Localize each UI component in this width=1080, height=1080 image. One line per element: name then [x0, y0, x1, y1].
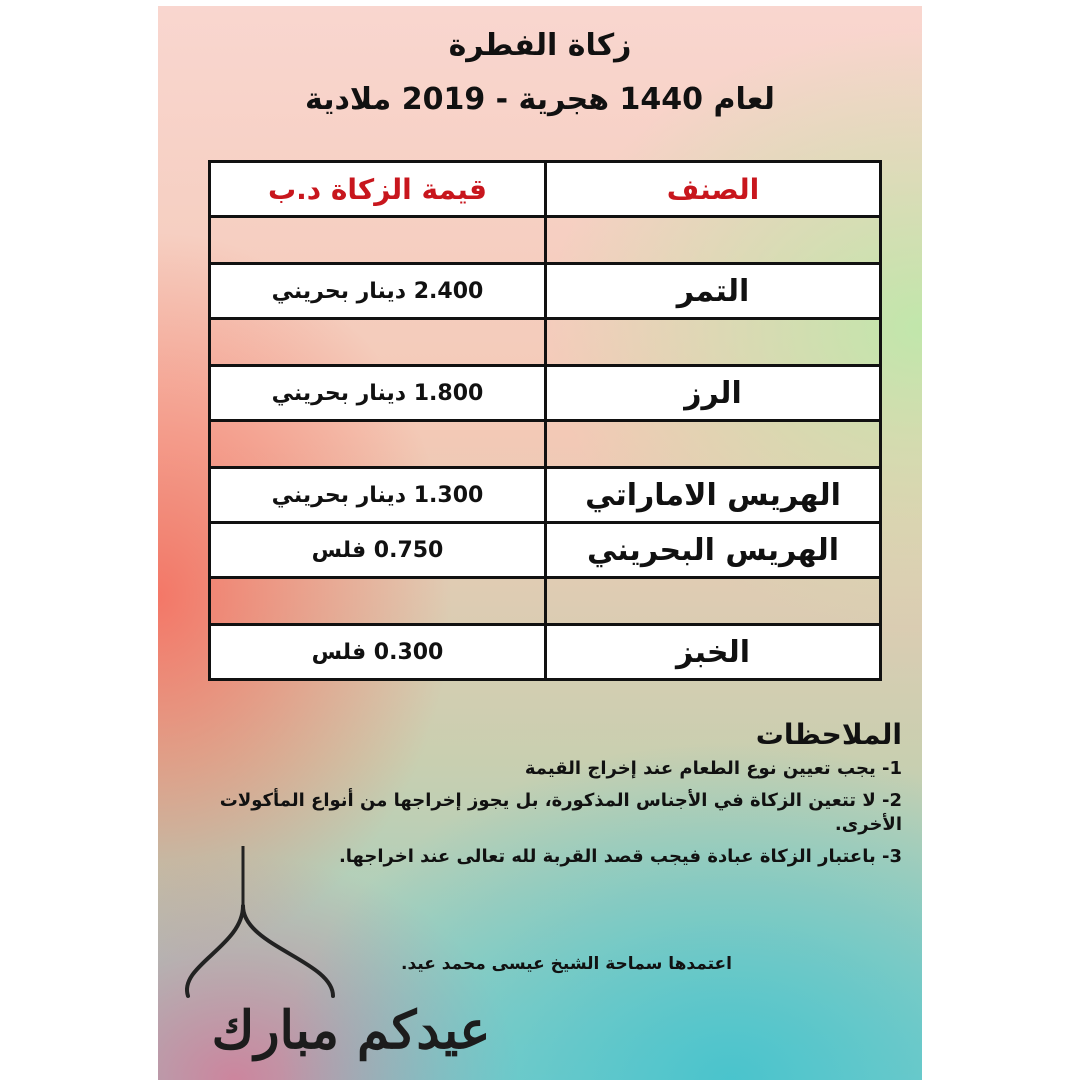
signature: اعتمدها سماحة الشيخ عيسى محمد عيد. [401, 954, 732, 974]
row-value: 2.400 دينار بحريني [210, 264, 546, 319]
page-title: زكاة الفطرة [448, 28, 632, 63]
zakat-table [208, 160, 882, 681]
table-row [210, 523, 881, 578]
header-category: الصنف [546, 162, 881, 217]
row-category: الهريس البحريني [546, 523, 881, 578]
table-spacer [210, 578, 881, 625]
table-spacer [210, 217, 881, 264]
table-spacer [210, 421, 881, 468]
table-spacer [210, 319, 881, 366]
table-row [210, 264, 881, 319]
note-item: 3- باعتبار الزكاة عبادة فيجب قصد القربة لله تعالى عند اخراجها. [338, 846, 902, 867]
poster [158, 6, 922, 1080]
table-header [210, 162, 881, 217]
row-value: 1.300 دينار بحريني [210, 468, 546, 523]
note-item: 1- يجب تعيين نوع الطعام عند إخراج القيمة [524, 758, 902, 779]
row-value: 0.300 فلس [210, 625, 546, 680]
header-value: قيمة الزكاة د.ب [210, 162, 546, 217]
row-value: 0.750 فلس [210, 523, 546, 578]
row-category: الهريس الاماراتي [546, 468, 881, 523]
notes-heading: الملاحظات [755, 718, 902, 751]
table-row [210, 366, 881, 421]
table-row [210, 625, 881, 680]
row-category: التمر [546, 264, 881, 319]
row-value: 1.800 دينار بحريني [210, 366, 546, 421]
row-category: الرز [546, 366, 881, 421]
eid-mubarak-calligraphy: عيدكم مبارك [211, 1000, 491, 1061]
table-row [210, 468, 881, 523]
note-item: 2- لا تتعين الزكاة في الأجناس المذكورة، بل يجوز إخراجها من أنواع المأكولات الأخرى. [219, 790, 902, 835]
row-category: الخبز [546, 625, 881, 680]
page-subtitle: لعام 1440 هجرية - 2019 ملادية [305, 82, 775, 117]
